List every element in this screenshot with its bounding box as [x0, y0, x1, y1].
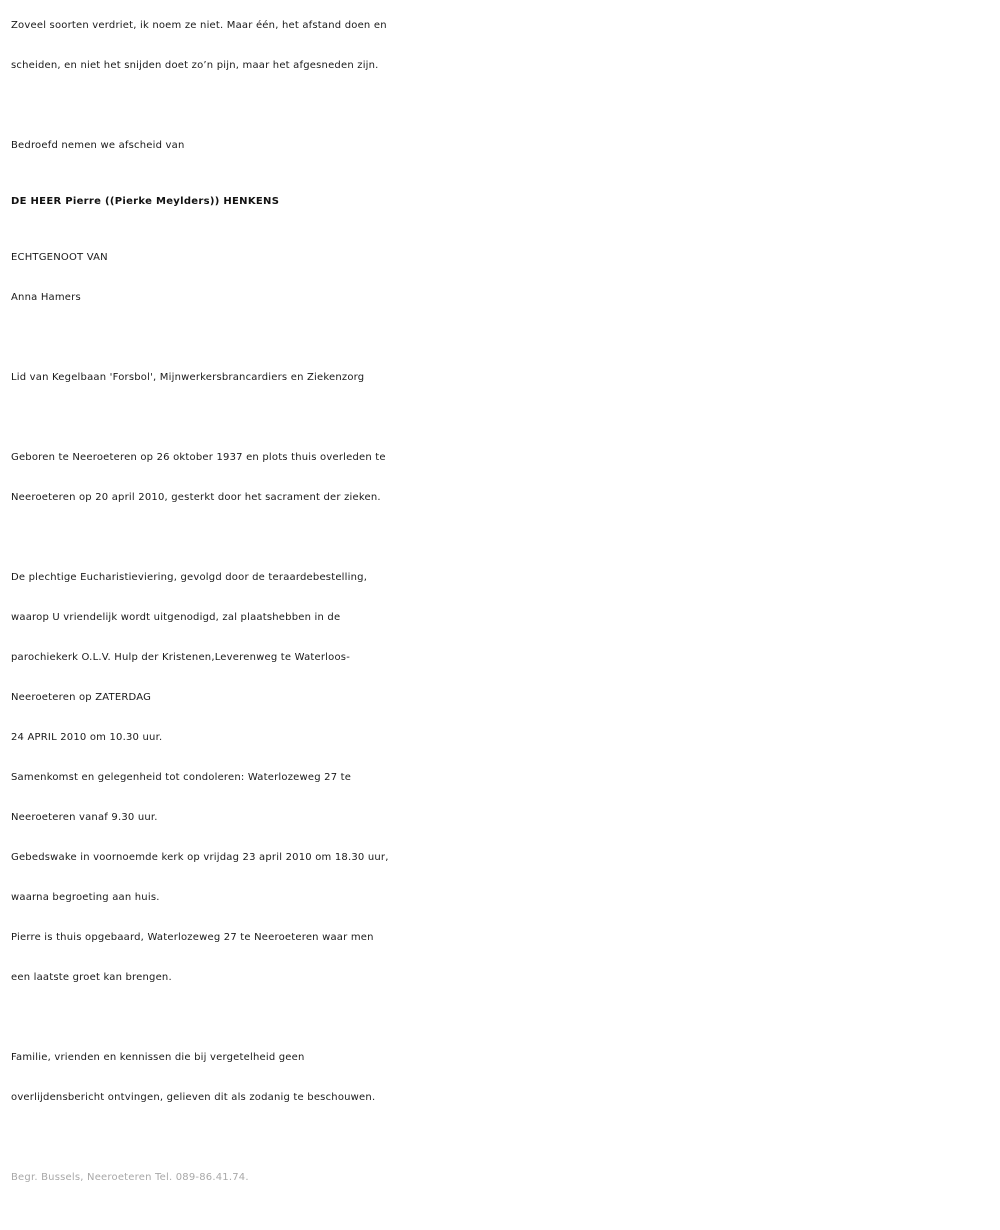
spacer — [11, 318, 996, 358]
birth-death-line-2: Neeroeteren op 20 april 2010, gesterkt door het sacrament der zieken. — [11, 492, 381, 503]
ceremony-line: Pierre is thuis opgebaard, Waterlozeweg 27 te Neeroeteren waar men — [11, 932, 374, 943]
spacer — [11, 398, 996, 438]
notice-line-1: Familie, vrienden en kennissen die bij vergetelheid geen — [11, 1052, 305, 1063]
deceased-name: DE HEER Pierre ((Pierke Meylders)) HENKENS — [11, 196, 280, 207]
notice-line-2: overlijdensbericht ontvingen, gelieven dit als zodanig te beschouwen. — [11, 1092, 376, 1103]
spacer — [11, 1118, 996, 1158]
ceremony-line: De plechtige Eucharistieviering, gevolgd door de teraardebestelling, — [11, 572, 368, 583]
ceremony-line: Samenkomst en gelegenheid tot condoleren: Waterlozeweg 27 te — [11, 772, 352, 783]
spacer — [11, 518, 996, 558]
ceremony-line: een laatste groet kan brengen. — [11, 972, 172, 983]
spouse-name: Anna Hamers — [11, 292, 81, 303]
ceremony-line: Neeroeteren vanaf 9.30 uur. — [11, 812, 158, 823]
relation-label: ECHTGENOOT VAN — [11, 252, 108, 263]
spacer — [11, 86, 996, 126]
birth-death-line-1: Geboren te Neeroeteren op 26 oktober 1937 en plots thuis overleden te — [11, 452, 386, 463]
funeral-home-footer: Begr. Bussels, Neeroeteren Tel. 089-86.41.74. — [11, 1172, 249, 1183]
quote-line-2: scheiden, en niet het snijden doet zo’n pijn, maar het afgesneden zijn. — [11, 60, 379, 71]
ceremony-line: waarop U vriendelijk wordt uitgenodigd, zal plaatshebben in de — [11, 612, 341, 623]
ceremony-line: waarna begroeting aan huis. — [11, 892, 160, 903]
intro-text: Bedroefd nemen we afscheid van — [11, 140, 185, 151]
spacer — [11, 998, 996, 1038]
ceremony-line: parochiekerk O.L.V. Hulp der Kristenen,Leverenweg te Waterloos- — [11, 652, 351, 663]
obituary-document — [11, 0, 996, 1198]
membership-text: Lid van Kegelbaan 'Forsbol', Mijnwerkersbrancardiers en Ziekenzorg — [11, 372, 365, 383]
quote-line-1: Zoveel soorten verdriet, ik noem ze niet. Maar één, het afstand doen en — [11, 20, 387, 31]
ceremony-line: Neeroeteren op ZATERDAG — [11, 692, 152, 703]
ceremony-line: 24 APRIL 2010 om 10.30 uur. — [11, 732, 163, 743]
ceremony-line: Gebedswake in voornoemde kerk op vrijdag 23 april 2010 om 18.30 uur, — [11, 852, 389, 863]
